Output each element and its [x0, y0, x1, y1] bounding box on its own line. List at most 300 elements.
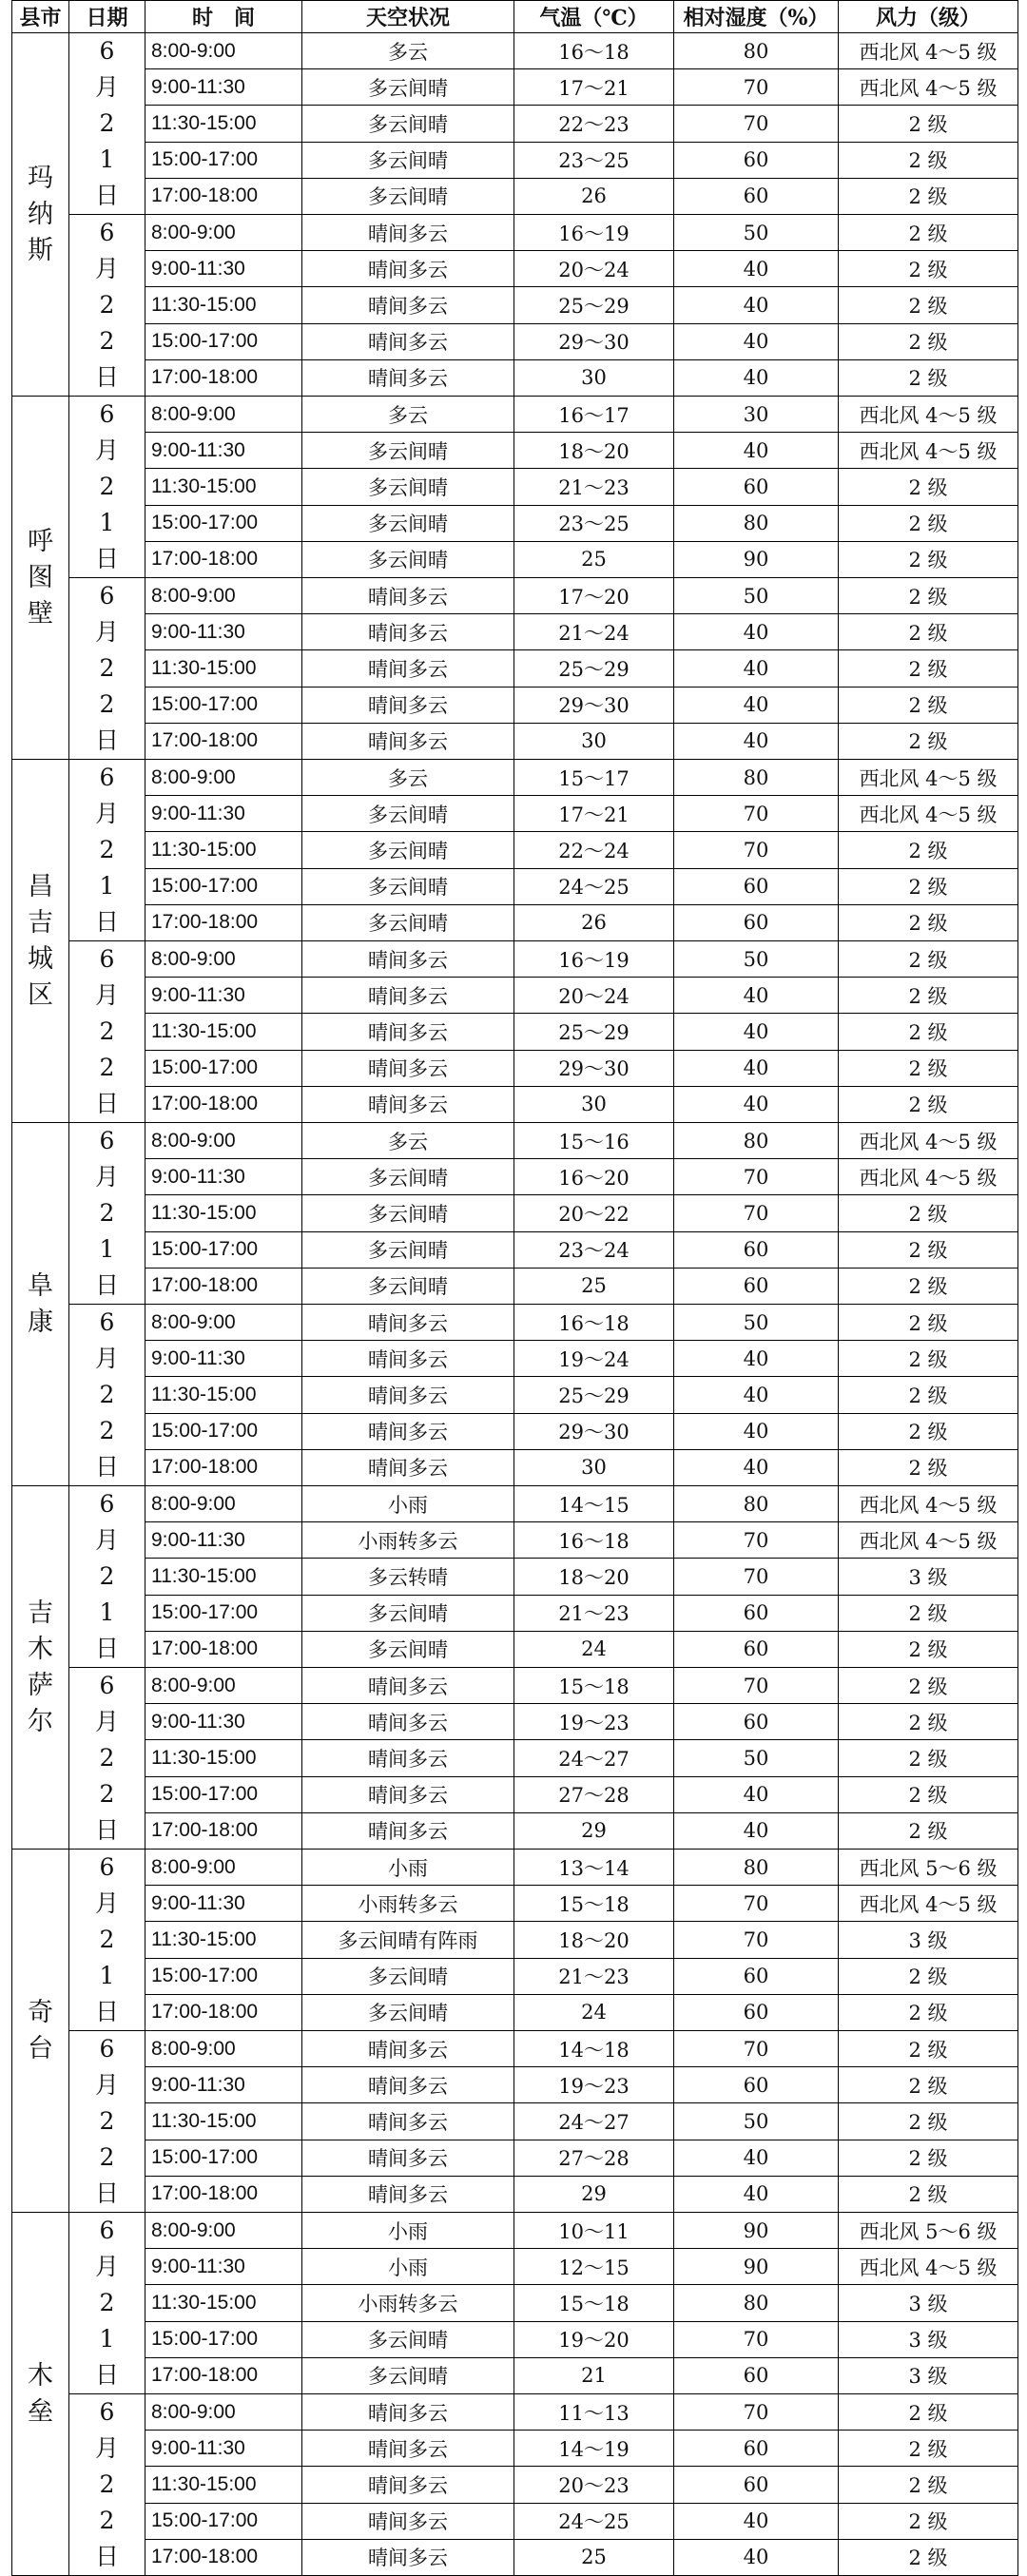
time-cell: 9:00-11:30: [145, 1159, 302, 1195]
county-cell: [12, 1123, 69, 1486]
time-cell: 11:30-15:00: [145, 1559, 302, 1595]
wind-cell: 2 级: [839, 2539, 1018, 2575]
temperature-cell: 18～20: [514, 1559, 674, 1595]
county-cell: [12, 33, 69, 397]
date-label: 6月22日: [94, 2035, 119, 2207]
humidity-cell: 50: [674, 941, 839, 978]
county-cell: [12, 2213, 69, 2576]
sky-cell: 小雨: [302, 1850, 514, 1886]
temperature-cell: 20～22: [514, 1195, 674, 1231]
county-cell: [12, 760, 69, 1123]
sky-cell: 晴间多云: [302, 1704, 514, 1740]
wind-cell: 西北风 4～5 级: [839, 1886, 1018, 1922]
sky-cell: 晴间多云: [302, 650, 514, 687]
table-row: [12, 142, 1018, 178]
temperature-cell: 29～30: [514, 1413, 674, 1449]
wind-cell: 2 级: [839, 2176, 1018, 2212]
time-cell: 15:00-17:00: [145, 687, 302, 723]
table-row: [12, 1123, 1018, 1159]
sky-cell: 多云间晴: [302, 904, 514, 940]
humidity-cell: 60: [674, 1631, 839, 1667]
humidity-cell: 40: [674, 614, 839, 650]
time-cell: 15:00-17:00: [145, 1595, 302, 1631]
wind-cell: 西北风 4～5 级: [839, 760, 1018, 796]
table-row: [12, 2431, 1018, 2467]
wind-cell: 3 级: [839, 1922, 1018, 1958]
table-row: [12, 2467, 1018, 2503]
table-row: [12, 2213, 1018, 2249]
table-row: [12, 505, 1018, 541]
humidity-cell: 40: [674, 650, 839, 687]
sky-cell: 多云间晴: [302, 2357, 514, 2393]
table-row: [12, 1704, 1018, 1740]
humidity-cell: 60: [674, 1268, 839, 1304]
wind-cell: 2 级: [839, 1776, 1018, 1812]
temperature-cell: 29: [514, 2176, 674, 2212]
time-cell: 17:00-18:00: [145, 1449, 302, 1485]
temperature-cell: 30: [514, 723, 674, 759]
sky-cell: 多云间晴: [302, 1268, 514, 1304]
sky-cell: 多云间晴: [302, 1159, 514, 1195]
temperature-cell: 20～24: [514, 251, 674, 287]
sky-cell: 多云转晴: [302, 1559, 514, 1595]
temperature-cell: 16～18: [514, 1305, 674, 1341]
wind-cell: 2 级: [839, 1086, 1018, 1122]
time-cell: 9:00-11:30: [145, 69, 302, 106]
county-name: 昌吉城区: [28, 871, 53, 1010]
temperature-cell: 25: [514, 2539, 674, 2575]
sky-cell: 晴间多云: [302, 1014, 514, 1050]
time-cell: 17:00-18:00: [145, 541, 302, 577]
date-cell: [69, 2394, 145, 2576]
wind-cell: 2 级: [839, 2067, 1018, 2103]
time-cell: 11:30-15:00: [145, 1195, 302, 1231]
wind-cell: 西北风 4～5 级: [839, 33, 1018, 69]
time-cell: 8:00-9:00: [145, 760, 302, 796]
temperature-cell: 16～20: [514, 1159, 674, 1195]
county-name: 阜康: [28, 1270, 53, 1337]
wind-cell: 2 级: [839, 1195, 1018, 1231]
time-cell: 15:00-17:00: [145, 142, 302, 178]
sky-cell: 多云间晴: [302, 178, 514, 214]
humidity-cell: 40: [674, 2503, 839, 2539]
sky-cell: 晴间多云: [302, 1341, 514, 1377]
date-label: 6月21日: [94, 1853, 119, 2025]
temperature-cell: 17～21: [514, 69, 674, 106]
table-row: [12, 69, 1018, 106]
temperature-cell: 15～18: [514, 1668, 674, 1704]
humidity-cell: 40: [674, 287, 839, 323]
table-row: [12, 2140, 1018, 2176]
date-cell: [69, 760, 145, 941]
header-temperature: 气温（℃）: [514, 1, 674, 33]
county-name: 吉木萨尔: [28, 1598, 53, 1736]
wind-cell: 西北风 4～5 级: [839, 397, 1018, 433]
humidity-cell: 70: [674, 1922, 839, 1958]
time-cell: 17:00-18:00: [145, 1994, 302, 2030]
time-cell: 15:00-17:00: [145, 2140, 302, 2176]
temperature-cell: 29～30: [514, 687, 674, 723]
wind-cell: 2 级: [839, 904, 1018, 940]
sky-cell: 多云间晴: [302, 505, 514, 541]
sky-cell: 多云间晴: [302, 1631, 514, 1667]
time-cell: 8:00-9:00: [145, 1123, 302, 1159]
time-cell: 9:00-11:30: [145, 614, 302, 650]
sky-cell: 晴间多云: [302, 578, 514, 614]
temperature-cell: 16～18: [514, 1522, 674, 1559]
time-cell: 17:00-18:00: [145, 723, 302, 759]
temperature-cell: 25: [514, 1268, 674, 1304]
temperature-cell: 29～30: [514, 323, 674, 359]
sky-cell: 晴间多云: [302, 287, 514, 323]
date-label: 6月22日: [94, 1672, 119, 1844]
humidity-cell: 70: [674, 1195, 839, 1231]
sky-cell: 小雨转多云: [302, 1886, 514, 1922]
sky-cell: 晴间多云: [302, 323, 514, 359]
time-cell: 11:30-15:00: [145, 2285, 302, 2321]
wind-cell: 2 级: [839, 2140, 1018, 2176]
humidity-cell: 70: [674, 1668, 839, 1704]
humidity-cell: 40: [674, 2176, 839, 2212]
sky-cell: 多云: [302, 33, 514, 69]
time-cell: 8:00-9:00: [145, 1305, 302, 1341]
temperature-cell: 20～23: [514, 2467, 674, 2503]
table-row: [12, 578, 1018, 614]
table-row: [12, 2394, 1018, 2431]
date-cell: [69, 578, 145, 760]
temperature-cell: 15～18: [514, 2285, 674, 2321]
humidity-cell: 40: [674, 433, 839, 469]
humidity-cell: 70: [674, 1886, 839, 1922]
table-row: [12, 1850, 1018, 1886]
sky-cell: 小雨转多云: [302, 2285, 514, 2321]
temperature-cell: 10～11: [514, 2213, 674, 2249]
sky-cell: 晴间多云: [302, 359, 514, 396]
table-row: [12, 215, 1018, 251]
temperature-cell: 13～14: [514, 1850, 674, 1886]
time-cell: 8:00-9:00: [145, 2031, 302, 2067]
wind-cell: 2 级: [839, 1268, 1018, 1304]
humidity-cell: 50: [674, 215, 839, 251]
date-label: 6月21日: [94, 1490, 119, 1662]
table-row: [12, 904, 1018, 940]
table-row: [12, 541, 1018, 577]
date-label: 6月22日: [94, 582, 119, 754]
sky-cell: 晴间多云: [302, 1413, 514, 1449]
sky-cell: 多云间晴: [302, 541, 514, 577]
temperature-cell: 20～24: [514, 978, 674, 1014]
temperature-cell: 21～23: [514, 469, 674, 505]
sky-cell: 多云间晴: [302, 1994, 514, 2030]
temperature-cell: 30: [514, 1086, 674, 1122]
temperature-cell: 23～24: [514, 1231, 674, 1268]
county-name: 呼图壁: [28, 526, 53, 629]
table-row: [12, 469, 1018, 505]
humidity-cell: 60: [674, 1958, 839, 1994]
wind-cell: 西北风 4～5 级: [839, 1486, 1018, 1522]
humidity-cell: 40: [674, 1086, 839, 1122]
temperature-cell: 15～18: [514, 1886, 674, 1922]
county-cell: [12, 1486, 69, 1850]
wind-cell: 2 级: [839, 614, 1018, 650]
sky-cell: 多云间晴: [302, 106, 514, 142]
humidity-cell: 40: [674, 2539, 839, 2575]
time-cell: 8:00-9:00: [145, 2394, 302, 2431]
wind-cell: 2 级: [839, 505, 1018, 541]
sky-cell: 晴间多云: [302, 1668, 514, 1704]
table-row: [12, 1195, 1018, 1231]
sky-cell: 晴间多云: [302, 2467, 514, 2503]
humidity-cell: 60: [674, 469, 839, 505]
humidity-cell: 90: [674, 541, 839, 577]
wind-cell: 2 级: [839, 541, 1018, 577]
time-cell: 15:00-17:00: [145, 323, 302, 359]
wind-cell: 2 级: [839, 2103, 1018, 2140]
humidity-cell: 50: [674, 1740, 839, 1776]
table-row: [12, 1922, 1018, 1958]
wind-cell: 西北风 4～5 级: [839, 2249, 1018, 2285]
temperature-cell: 25～29: [514, 1014, 674, 1050]
time-cell: 15:00-17:00: [145, 1776, 302, 1812]
sky-cell: 晴间多云: [302, 723, 514, 759]
humidity-cell: 60: [674, 1595, 839, 1631]
time-cell: 15:00-17:00: [145, 2321, 302, 2357]
sky-cell: 晴间多云: [302, 2031, 514, 2067]
table-row: [12, 178, 1018, 214]
humidity-cell: 40: [674, 978, 839, 1014]
time-cell: 15:00-17:00: [145, 868, 302, 904]
humidity-cell: 80: [674, 1123, 839, 1159]
humidity-cell: 70: [674, 2321, 839, 2357]
temperature-cell: 25～29: [514, 650, 674, 687]
wind-cell: 西北风 4～5 级: [839, 1159, 1018, 1195]
date-label: 6月21日: [94, 1127, 119, 1299]
time-cell: 9:00-11:30: [145, 796, 302, 832]
temperature-cell: 27～28: [514, 1776, 674, 1812]
time-cell: 9:00-11:30: [145, 1886, 302, 1922]
wind-cell: 西北风 5～6 级: [839, 2213, 1018, 2249]
table-row: [12, 2249, 1018, 2285]
temperature-cell: 16～19: [514, 941, 674, 978]
county-cell: [12, 397, 69, 760]
humidity-cell: 40: [674, 1341, 839, 1377]
time-cell: 9:00-11:30: [145, 1522, 302, 1559]
wind-cell: 2 级: [839, 832, 1018, 868]
table-row: [12, 2503, 1018, 2539]
date-cell: [69, 941, 145, 1123]
sky-cell: 多云间晴: [302, 142, 514, 178]
wind-cell: 2 级: [839, 1631, 1018, 1667]
sky-cell: 晴间多云: [302, 1449, 514, 1485]
sky-cell: 晴间多云: [302, 215, 514, 251]
time-cell: 11:30-15:00: [145, 2467, 302, 2503]
time-cell: 8:00-9:00: [145, 215, 302, 251]
table-row: [12, 978, 1018, 1014]
wind-cell: 2 级: [839, 178, 1018, 214]
table-row: [12, 796, 1018, 832]
header-sky: 天空状况: [302, 1, 514, 33]
temperature-cell: 18～20: [514, 433, 674, 469]
humidity-cell: 80: [674, 1486, 839, 1522]
sky-cell: 晴间多云: [302, 2176, 514, 2212]
humidity-cell: 70: [674, 796, 839, 832]
time-cell: 15:00-17:00: [145, 2503, 302, 2539]
humidity-cell: 70: [674, 1559, 839, 1595]
sky-cell: 晴间多云: [302, 1740, 514, 1776]
table-row: [12, 1014, 1018, 1050]
wind-cell: 2 级: [839, 1341, 1018, 1377]
temperature-cell: 14～18: [514, 2031, 674, 2067]
time-cell: 8:00-9:00: [145, 1668, 302, 1704]
temperature-cell: 16～17: [514, 397, 674, 433]
temperature-cell: 16～18: [514, 33, 674, 69]
table-row: [12, 832, 1018, 868]
temperature-cell: 17～21: [514, 796, 674, 832]
table-row: [12, 1559, 1018, 1595]
sky-cell: 晴间多云: [302, 978, 514, 1014]
time-cell: 15:00-17:00: [145, 1231, 302, 1268]
sky-cell: 多云间晴有阵雨: [302, 1922, 514, 1958]
time-cell: 8:00-9:00: [145, 941, 302, 978]
humidity-cell: 70: [674, 1522, 839, 1559]
temperature-cell: 24～27: [514, 1740, 674, 1776]
humidity-cell: 40: [674, 251, 839, 287]
table-row: [12, 359, 1018, 396]
time-cell: 11:30-15:00: [145, 106, 302, 142]
temperature-cell: 15～16: [514, 1123, 674, 1159]
temperature-cell: 18～20: [514, 1922, 674, 1958]
temperature-cell: 23～25: [514, 505, 674, 541]
table-row: [12, 941, 1018, 978]
humidity-cell: 40: [674, 359, 839, 396]
sky-cell: 晴间多云: [302, 1776, 514, 1812]
sky-cell: 多云间晴: [302, 1195, 514, 1231]
humidity-cell: 70: [674, 106, 839, 142]
wind-cell: 2 级: [839, 978, 1018, 1014]
temperature-cell: 30: [514, 1449, 674, 1485]
date-cell: [69, 33, 145, 215]
time-cell: 17:00-18:00: [145, 1631, 302, 1667]
wind-cell: 西北风 4～5 级: [839, 796, 1018, 832]
table-row: [12, 1886, 1018, 1922]
humidity-cell: 40: [674, 1413, 839, 1449]
temperature-cell: 19～20: [514, 2321, 674, 2357]
temperature-cell: 22～24: [514, 832, 674, 868]
humidity-cell: 80: [674, 505, 839, 541]
temperature-cell: 22～23: [514, 106, 674, 142]
wind-cell: 2 级: [839, 687, 1018, 723]
header-time: 时 间: [145, 1, 302, 33]
wind-cell: 3 级: [839, 1559, 1018, 1595]
time-cell: 9:00-11:30: [145, 1704, 302, 1740]
date-label: 6月21日: [94, 764, 119, 936]
time-cell: 15:00-17:00: [145, 1958, 302, 1994]
sky-cell: 晴间多云: [302, 941, 514, 978]
wind-cell: 2 级: [839, 1050, 1018, 1086]
wind-cell: 2 级: [839, 1014, 1018, 1050]
table-row: [12, 1812, 1018, 1849]
table-row: [12, 433, 1018, 469]
sky-cell: 多云间晴: [302, 433, 514, 469]
header-humidity: 相对湿度（%）: [674, 1, 839, 33]
table-row: [12, 33, 1018, 69]
sky-cell: 多云间晴: [302, 1231, 514, 1268]
wind-cell: 2 级: [839, 287, 1018, 323]
humidity-cell: 70: [674, 832, 839, 868]
header-row: [12, 1, 1018, 33]
humidity-cell: 40: [674, 723, 839, 759]
sky-cell: 多云间晴: [302, 469, 514, 505]
wind-cell: 3 级: [839, 2321, 1018, 2357]
time-cell: 17:00-18:00: [145, 178, 302, 214]
temperature-cell: 24～27: [514, 2103, 674, 2140]
humidity-cell: 90: [674, 2249, 839, 2285]
humidity-cell: 60: [674, 1231, 839, 1268]
time-cell: 17:00-18:00: [145, 2176, 302, 2212]
county-name: 奇台: [28, 1997, 53, 2063]
time-cell: 17:00-18:00: [145, 1268, 302, 1304]
table-row: [12, 1268, 1018, 1304]
time-cell: 17:00-18:00: [145, 1812, 302, 1849]
sky-cell: 多云间晴: [302, 1595, 514, 1631]
humidity-cell: 60: [674, 2431, 839, 2467]
wind-cell: 2 级: [839, 469, 1018, 505]
sky-cell: 多云: [302, 1123, 514, 1159]
time-cell: 11:30-15:00: [145, 1740, 302, 1776]
wind-cell: 2 级: [839, 1305, 1018, 1341]
county-cell: [12, 1850, 69, 2213]
wind-cell: 西北风 4～5 级: [839, 69, 1018, 106]
time-cell: 17:00-18:00: [145, 2357, 302, 2393]
wind-cell: 2 级: [839, 2431, 1018, 2467]
wind-cell: 2 级: [839, 2031, 1018, 2067]
wind-cell: 2 级: [839, 1231, 1018, 1268]
time-cell: 8:00-9:00: [145, 2213, 302, 2249]
sky-cell: 多云间晴: [302, 832, 514, 868]
date-cell: [69, 1668, 145, 1850]
time-cell: 17:00-18:00: [145, 359, 302, 396]
temperature-cell: 19～24: [514, 1341, 674, 1377]
table-row: [12, 1776, 1018, 1812]
temperature-cell: 16～19: [514, 215, 674, 251]
time-cell: 11:30-15:00: [145, 2103, 302, 2140]
temperature-cell: 21～23: [514, 1595, 674, 1631]
sky-cell: 晴间多云: [302, 1086, 514, 1122]
table-row: [12, 2539, 1018, 2575]
sky-cell: 晴间多云: [302, 2067, 514, 2103]
table-row: [12, 868, 1018, 904]
sky-cell: 小雨: [302, 2213, 514, 2249]
sky-cell: 晴间多云: [302, 1377, 514, 1413]
humidity-cell: 40: [674, 1377, 839, 1413]
temperature-cell: 21～23: [514, 1958, 674, 1994]
temperature-cell: 14～15: [514, 1486, 674, 1522]
wind-cell: 2 级: [839, 1812, 1018, 1849]
table-row: [12, 2321, 1018, 2357]
sky-cell: 多云间晴: [302, 2321, 514, 2357]
wind-cell: 西北风 4～5 级: [839, 1123, 1018, 1159]
humidity-cell: 60: [674, 142, 839, 178]
table-row: [12, 1740, 1018, 1776]
table-row: [12, 1341, 1018, 1377]
humidity-cell: 50: [674, 578, 839, 614]
forecast-body: [12, 33, 1018, 2576]
sky-cell: 晴间多云: [302, 2394, 514, 2431]
time-cell: 8:00-9:00: [145, 1486, 302, 1522]
temperature-cell: 19～23: [514, 1704, 674, 1740]
table-row: [12, 106, 1018, 142]
sky-cell: 晴间多云: [302, 687, 514, 723]
